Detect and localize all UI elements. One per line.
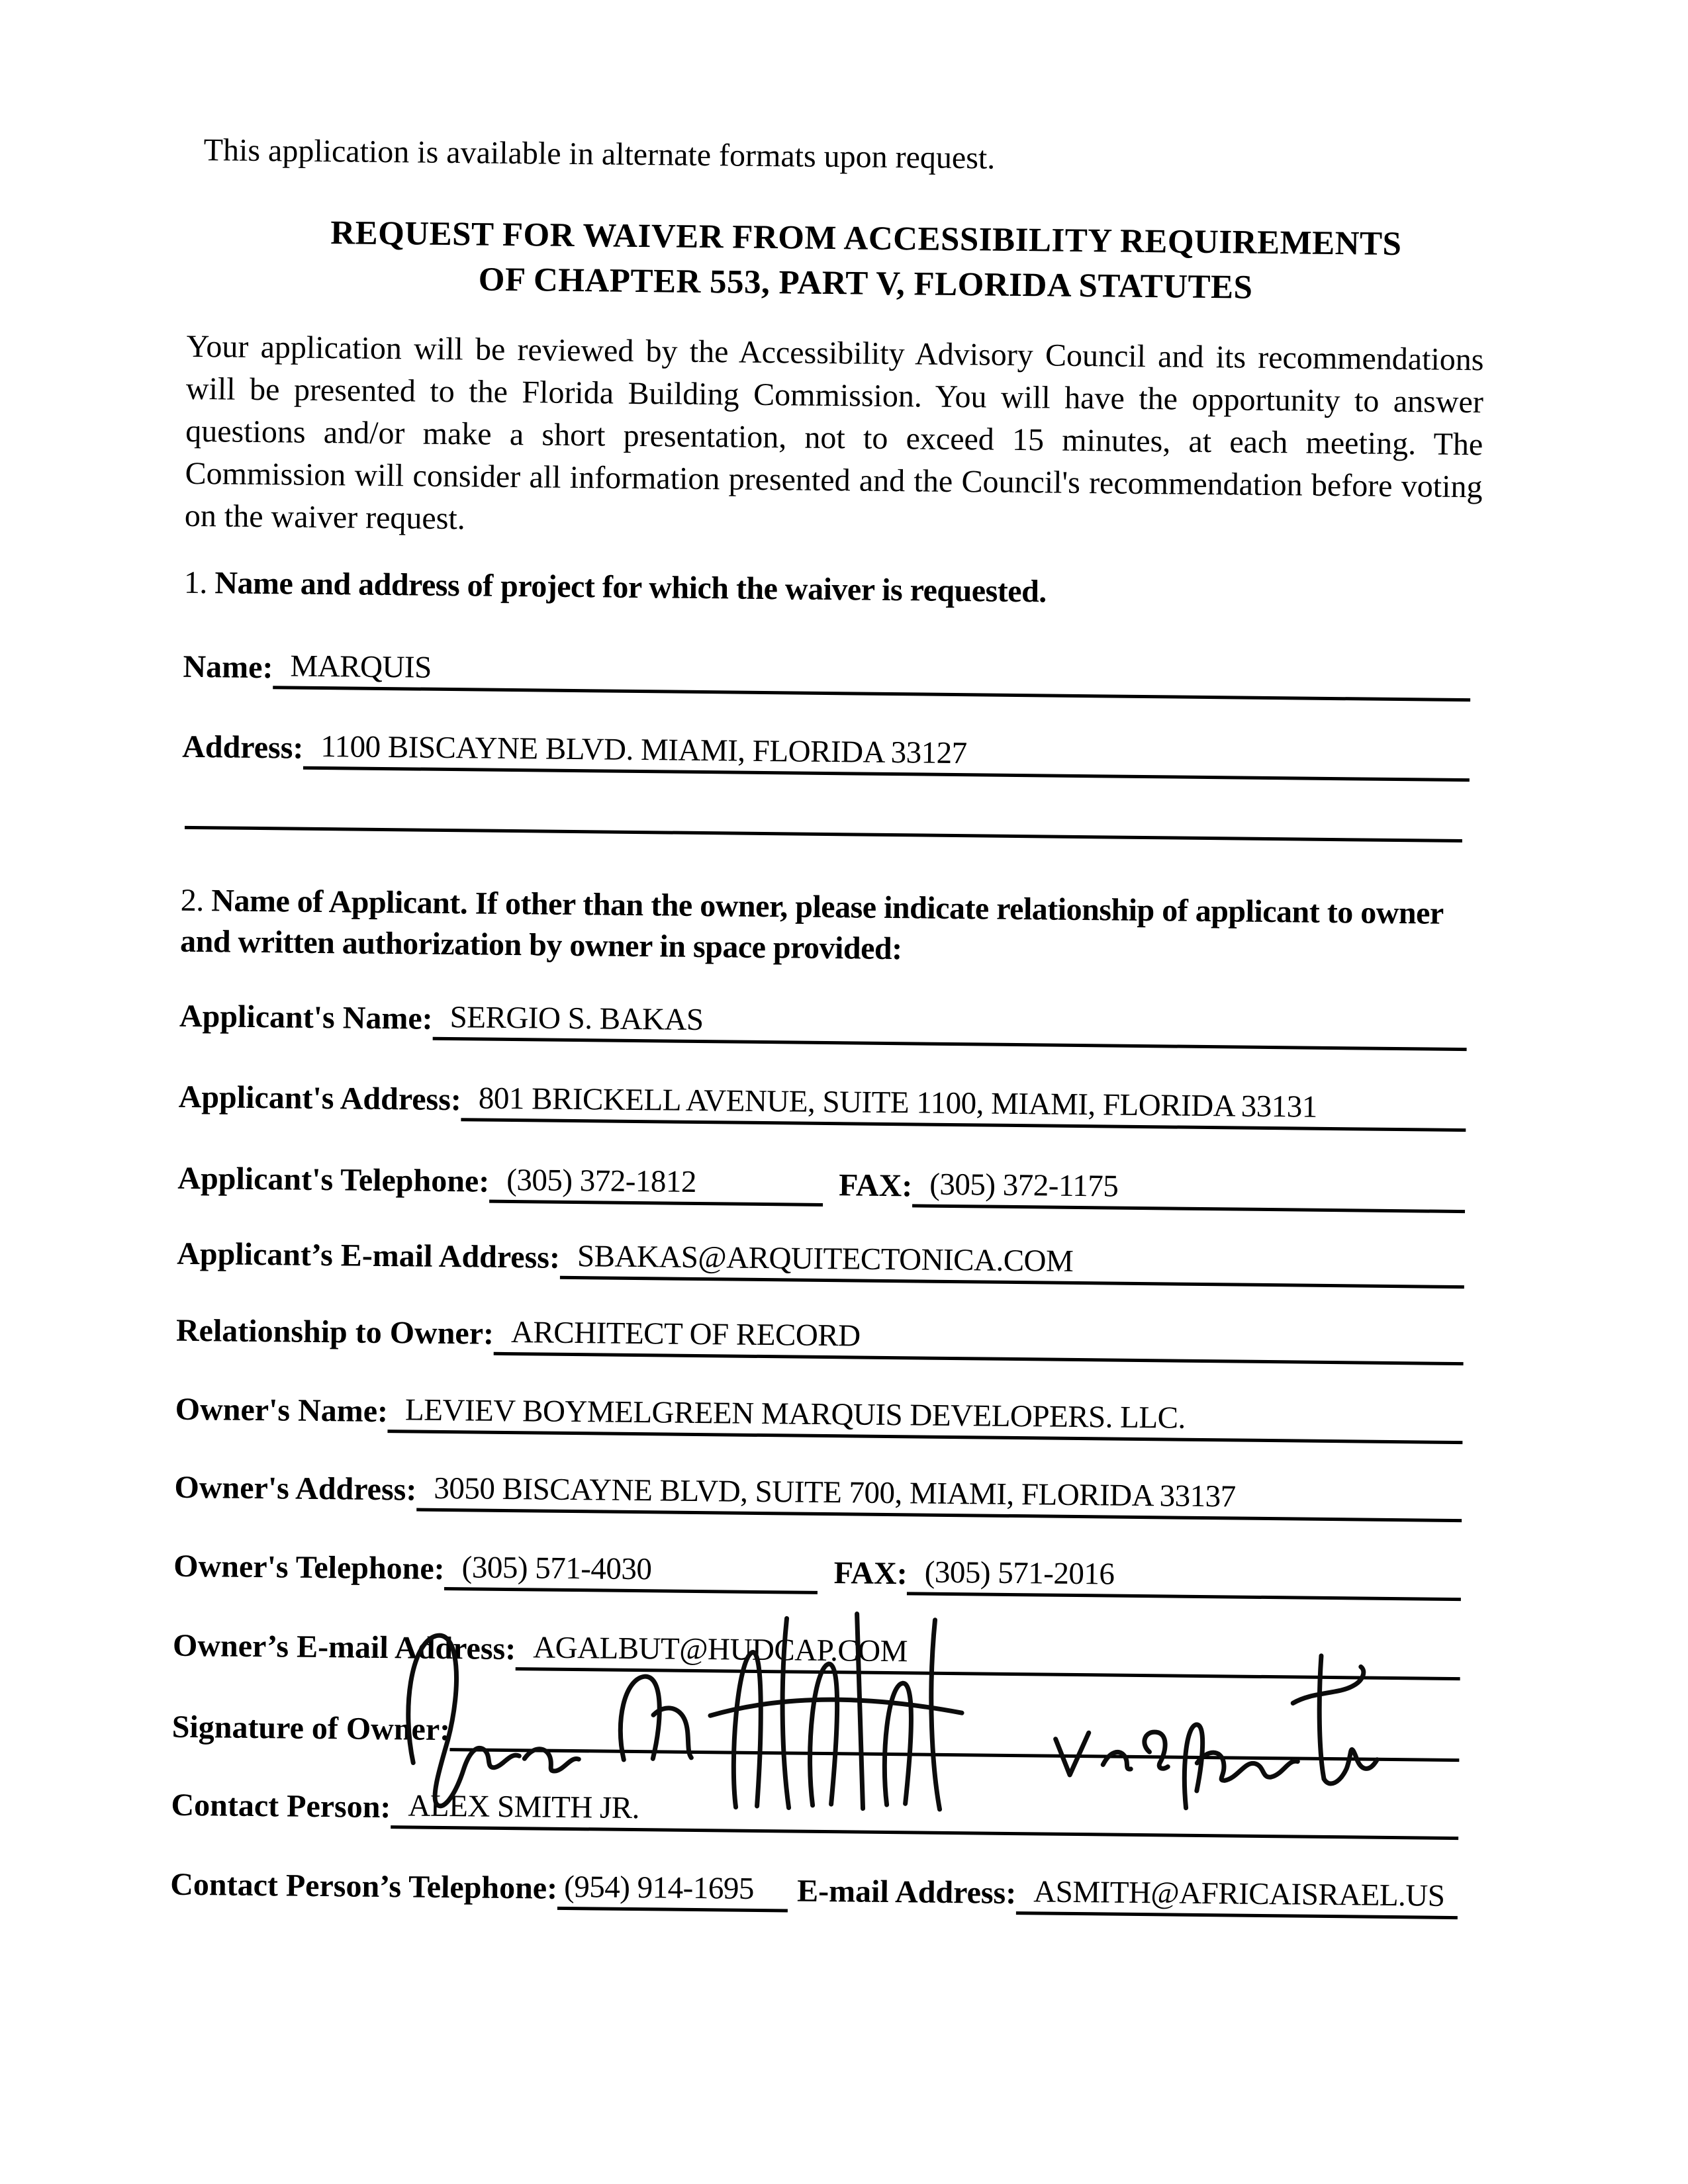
applicant-telephone-value: (305) 372-1812: [489, 1162, 823, 1206]
field-row-applicant-telephone: [177, 1152, 1466, 1213]
applicant-name-label: Applicant's Name:: [179, 998, 433, 1036]
contact-email-value: ASMITH@AFRICAISRAEL.US: [1016, 1874, 1458, 1919]
field-row-project-name: [183, 641, 1471, 702]
applicant-telephone-label: Applicant's Telephone:: [177, 1160, 490, 1199]
relationship-label: Relationship to Owner:: [175, 1312, 494, 1351]
applicant-email-label: Applicant’s E-mail Address:: [176, 1236, 561, 1275]
project-name-label: Name:: [183, 649, 273, 686]
project-address-blank-line: [185, 826, 1462, 842]
section2-number: 2.: [180, 882, 205, 919]
contact-email-label: E-mail Address:: [796, 1873, 1017, 1911]
owner-fax-label: FAX:: [833, 1555, 908, 1592]
via-president-note: [1055, 1653, 1378, 1810]
section2-heading: [180, 880, 1485, 976]
field-row-contact-telephone: [170, 1858, 1458, 1919]
applicant-email-value: SBAKAS@ARQUITECTONICA.COM: [560, 1238, 1465, 1289]
applicant-address-label: Applicant's Address:: [178, 1079, 462, 1118]
applicant-address-value: 801 BRICKELL AVENUE, SUITE 1100, MIAMI, FLORIDA 33131: [461, 1080, 1466, 1132]
contact-telephone-value: (954) 914-1695: [557, 1869, 788, 1913]
form-title: [223, 209, 1508, 313]
owner-address-label: Owner's Address:: [174, 1469, 417, 1508]
field-row-relationship: [176, 1304, 1464, 1365]
applicant-name-value: SERGIO S. BAKAS: [432, 999, 1467, 1051]
owner-name-value: LEVIEV BOYMELGREEN MARQUIS DEVELOPERS. LLC.: [388, 1392, 1463, 1444]
contact-person-value: ALEX SMITH JR.: [391, 1788, 1459, 1840]
form-title-line2: OF CHAPTER 553, PART V, FLORIDA STATUTES: [478, 261, 1253, 307]
owner-name-label: Owner's Name:: [175, 1391, 389, 1430]
owner-fax-value: (305) 571-2016: [907, 1554, 1461, 1601]
project-name-value: MARQUIS: [273, 648, 1471, 702]
owner-signature: [393, 1544, 1389, 1859]
section2-heading-text: Name of Applicant. If other than the owner, please indicate relationship of applicant to owner and written authorization by owner in space provided:: [179, 883, 1444, 967]
owner-address-value: 3050 BISCAYNE BLVD, SUITE 700, MIAMI, FLORIDA 33137: [416, 1471, 1462, 1523]
field-row-owner-name: [175, 1383, 1463, 1444]
owner-email-value: AGALBUT@HUDCAP.COM: [516, 1629, 1460, 1680]
contact-person-label: Contact Person:: [171, 1787, 391, 1825]
field-row-applicant-name: [179, 990, 1468, 1051]
project-address-value: 1100 BISCAYNE BLVD. MIAMI, FLORIDA 33127: [303, 729, 1470, 782]
contact-telephone-label: Contact Person’s Telephone:: [169, 1866, 558, 1906]
applicant-fax-value: (305) 372-1175: [912, 1166, 1466, 1213]
section1-number: 1.: [183, 565, 208, 601]
alternate-formats-note: This application is available in alternate formats upon request.: [203, 132, 996, 176]
owner-telephone-label: Owner's Telephone:: [173, 1548, 445, 1587]
field-row-applicant-address: [178, 1071, 1466, 1132]
signature-label: Signature of Owner:: [171, 1709, 451, 1748]
field-row-applicant-email: [177, 1228, 1465, 1289]
intro-paragraph: Your application will be reviewed by the Accessibility Advisory Council and its recommendations will be presented to the Florida Building Commission. You will have the opportunity to answer questions and/or make a short presentation, not to exceed 15 minutes, at each meeting. The Commission will consider all information presented and the Council's recommendation before voting on the waiver request.: [184, 328, 1484, 537]
form-title-line1: REQUEST FOR WAIVER FROM ACCESSIBILITY REQUIREMENTS: [330, 214, 1402, 263]
owner-telephone-value: (305) 571-4030: [444, 1549, 818, 1594]
signature-scrawl: [407, 1609, 962, 1811]
section1-heading: [184, 563, 1489, 617]
section1-heading-text: Name and address of project for which the waiver is requested.: [214, 565, 1047, 610]
field-row-owner-address: [174, 1461, 1462, 1522]
project-address-label: Address:: [182, 729, 304, 766]
relationship-value: ARCHITECT OF RECORD: [494, 1314, 1464, 1365]
owner-email-label: Owner’s E-mail Address:: [172, 1627, 516, 1667]
field-row-project-address: [182, 721, 1470, 782]
applicant-fax-label: FAX:: [838, 1167, 913, 1204]
